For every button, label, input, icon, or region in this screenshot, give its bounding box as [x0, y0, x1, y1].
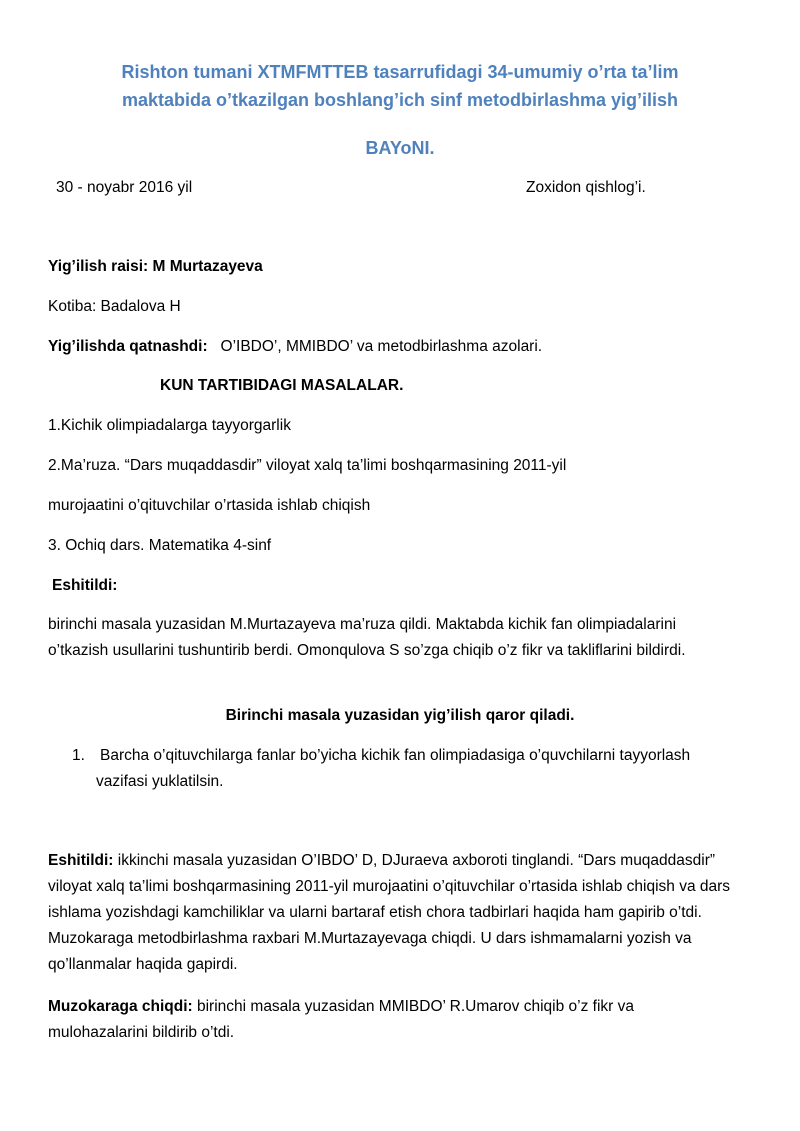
meeting-place: Zoxidon qishlog’i.	[526, 179, 646, 196]
agenda-item-2-line2: murojaatini o’qituvchilar o’rtasida ishlab chiqish	[48, 497, 371, 514]
heard2-label: Eshitildi:	[48, 852, 114, 869]
attendees-line	[48, 337, 542, 357]
heard1-paragraph: birinchi masala yuzasidan M.Murtazayeva ma’ruza qildi. Maktabda kichik fan olimpiadalarini o’tkazish usullarini tushuntirib berdi. Omonqulova S so’zga chiqib o’z fikr va takliflarini bildirdi.	[48, 616, 686, 659]
agenda-heading: KUN TARTIBIDAGI MASALALAR.	[160, 377, 404, 394]
heard2-paragraph	[48, 848, 738, 978]
chair-label: Yig’ilish raisi:	[48, 258, 149, 275]
decision1-heading: Birinchi masala yuzasidan yig’ilish qaror qiladi.	[225, 707, 575, 724]
secretary-line: Kotiba: Badalova H	[48, 298, 181, 315]
document-title-line2: maktabida o’tkazilgan boshlang’ich sinf metodbirlashma yig’ilish	[121, 90, 679, 110]
document-type-heading: BAYoNI.	[365, 138, 435, 158]
meeting-date: 30 - noyabr 2016 yil	[56, 179, 193, 196]
discussion-text: birinchi masala yuzasidan MMIBDO’ R.Umarov chiqib o’z fikr va mulohazalarini bildirib o’tdi.	[48, 998, 634, 1041]
attendees-label: Yig’ilishda qatnashdi:	[48, 338, 208, 355]
document-title-line1: Rishton tumani XTMFMTTEB tasarrufidagi 34-umumiy o’rta ta’lim	[121, 62, 679, 82]
agenda-item-1: 1.Kichik olimpiadalarga tayyorgarlik	[48, 417, 291, 434]
discussion-paragraph	[48, 994, 738, 1046]
discussion-label: Muzokaraga chiqdi:	[48, 998, 193, 1015]
attendees-value: O’IBDO’, MMIBDO’ va metodbirlashma azolari.	[220, 338, 543, 355]
chair-value: M Murtazayeva	[152, 258, 263, 275]
agenda-item-3: 3. Ochiq dars. Matematika 4-sinf	[48, 537, 272, 554]
heard1-label: Eshitildi:	[52, 577, 118, 594]
decision1-text: Barcha o’qituvchilarga fanlar bo’yicha kichik fan olimpiadasiga o’quvchilarni tayyorlash vazifasi yuklatilsin.	[96, 747, 691, 790]
decision1-number: 1.	[72, 747, 85, 764]
heard2-text: ikkinchi masala yuzasidan O’IBDO’ D, DJuraeva axboroti tinglandi. “Dars muqaddasdir” viloyat xalq ta’limi boshqarmasining 2011-yil murojaatini o’qituvchilar o’rtasida ishlab chiqish va dars ishlama yozishdagi kamchiliklar va ularni bartaraf etish chora tadbirlari haqida ham gapirib o’tdi. Muzokaraga metodbirlashma raxbari M.Murtazayevaga chiqdi. U dars ishmamalarni yozish va qo’llanmalar haqida gapirdi.	[48, 852, 731, 973]
chair-line	[48, 257, 263, 277]
agenda-item-2-line1: 2.Ma’ruza. “Dars muqaddasdir” viloyat xalq ta’limi boshqarmasining 2011-yil	[48, 457, 567, 474]
